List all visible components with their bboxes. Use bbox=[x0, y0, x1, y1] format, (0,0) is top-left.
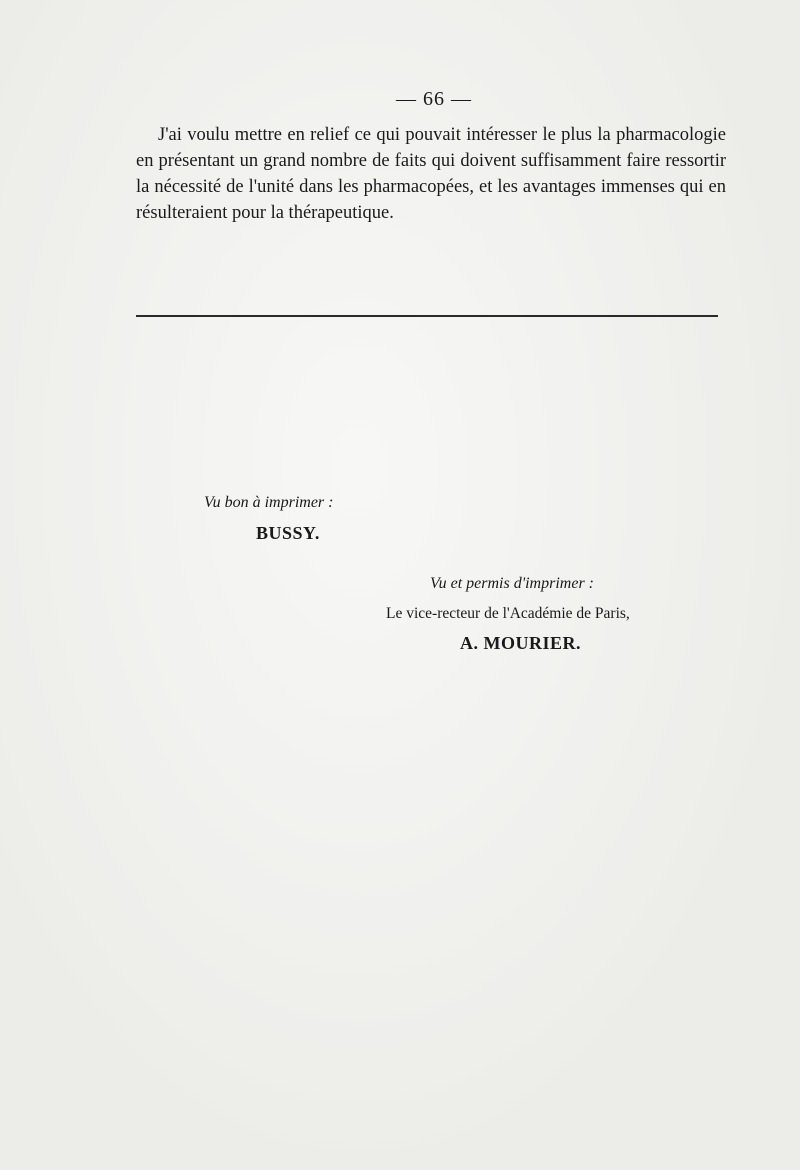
page-number: — 66 — bbox=[396, 88, 472, 110]
imprimatur-label: Vu bon à imprimer : bbox=[204, 494, 334, 511]
concluding-paragraph: J'ai voulu mettre en relief ce qui pouvait intéresser le plus la pharmacologie en présentant un grand nombre de faits qui doivent suffisamment faire ressortir la nécessité de l'unité dans les pharmacopées, et les avantages immenses qui en résulteraient pour la thérapeutique. bbox=[136, 125, 726, 223]
permis-label: Vu et permis d'imprimer : bbox=[430, 575, 594, 592]
rector-title: Le vice-recteur de l'Académie de Paris, bbox=[386, 605, 630, 622]
horizontal-rule bbox=[136, 315, 718, 317]
rector-signatory: A. MOURIER. bbox=[460, 633, 581, 653]
imprimatur-signatory: BUSSY. bbox=[256, 523, 320, 543]
